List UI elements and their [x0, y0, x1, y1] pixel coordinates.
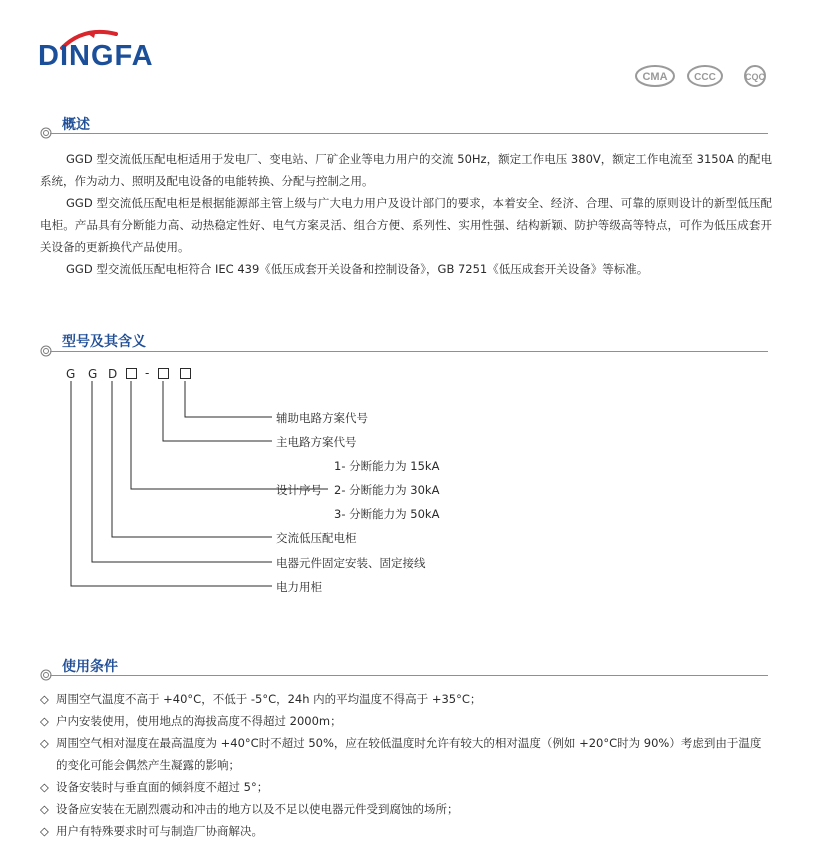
label-design-no: 设计序号: [276, 483, 322, 497]
list-item: [40, 776, 780, 798]
list-item: [40, 710, 780, 732]
label-main-circuit: 主电路方案代号: [276, 435, 357, 449]
cma-cert-label: CMA: [642, 71, 668, 83]
section-title-conditions: 使用条件: [62, 659, 118, 675]
diamond-bullet-icon: ◇: [40, 736, 49, 750]
condition-text: 周围空气相对湿度在最高温度为 +40°C时不超过 50%，应在较低温度时允许有较大的相对温度（例如 +20°C时为 90%）考虑到由于温度: [56, 736, 762, 750]
condition-text: 用户有特殊要求时可与制造厂协商解决。: [56, 824, 263, 838]
diamond-bullet-icon: ◇: [40, 802, 49, 816]
condition-text-continued: 的变化可能会偶然产生凝露的影响；: [56, 758, 240, 772]
diamond-bullet-icon: ◇: [40, 714, 49, 728]
label-option-1: 1- 分断能力为 15kA: [334, 459, 440, 473]
list-item: [40, 688, 780, 710]
overview-paragraph: GGD 型交流低压配电柜符合 IEC 439《低压成套开关设备和控制设备》，GB 7251《低压成套开关设备》等标准。: [66, 262, 649, 276]
ccc-cert-label: CCC: [694, 72, 716, 83]
cqc-cert-label: CQC: [745, 72, 765, 82]
section-divider: [50, 675, 768, 676]
label-option-3: 3- 分断能力为 50kA: [334, 507, 440, 521]
condition-text: 户内安装使用，使用地点的海拔高度不得超过 2000m；: [56, 714, 342, 728]
label-power-use: 电力用柜: [276, 580, 322, 594]
code-letter-d: D: [108, 367, 118, 381]
diamond-bullet-icon: ◇: [40, 692, 49, 706]
label-fixed-install: 电器元件固定安装、固定接线: [276, 556, 426, 570]
overview-paragraph: GGD 型交流低压配电柜是根据能源部主管上级与广大电力用户及设计部门的要求，本着安全、经济、合理、可靠的原则设计的新型低压配电柜。产品具有分断能力高、动热稳定性好、电气方案灵活、组合方便、系列性、实用性强、结构新颖、防护等级高等特点，可作为低压成套开关设备的更新换代产品使用。: [40, 196, 772, 254]
condition-text: 设备应安装在无剧烈震动和冲击的地方以及不足以使电器元件受到腐蚀的场所；: [56, 802, 459, 816]
logo-wordmark: DINGFA: [38, 40, 154, 72]
conditions-list: [40, 688, 780, 842]
label-ac-cabinet: 交流低压配电柜: [276, 531, 357, 545]
code-letter-g1: G: [66, 367, 76, 381]
condition-text: 周围空气温度不高于 +40°C，不低于 -5°C，24h 内的平均温度不得高于 +35°C；: [56, 692, 482, 706]
diamond-bullet-icon: ◇: [40, 780, 49, 794]
section-title-overview: 概述: [62, 117, 90, 133]
diamond-bullet-icon: ◇: [40, 824, 49, 838]
code-letter-g2: G: [88, 367, 98, 381]
label-option-2: 2- 分断能力为 30kA: [334, 483, 440, 497]
code-dash: -: [145, 366, 150, 380]
section-title-model: 型号及其含义: [62, 334, 146, 350]
list-item: [40, 820, 780, 842]
list-item: [40, 798, 780, 820]
label-aux-circuit: 辅助电路方案代号: [276, 411, 368, 425]
condition-text: 设备安装时与垂直面的倾斜度不超过 5°；: [56, 780, 269, 794]
overview-paragraph: GGD 型交流低压配电柜适用于发电厂、变电站、厂矿企业等电力用户的交流 50Hz，额定工作电压 380V，额定工作电流至 3150A 的配电系统，作为动力、照明及配电设备的电能转换、分配与控制之用。: [40, 152, 772, 188]
list-item: [40, 732, 780, 776]
